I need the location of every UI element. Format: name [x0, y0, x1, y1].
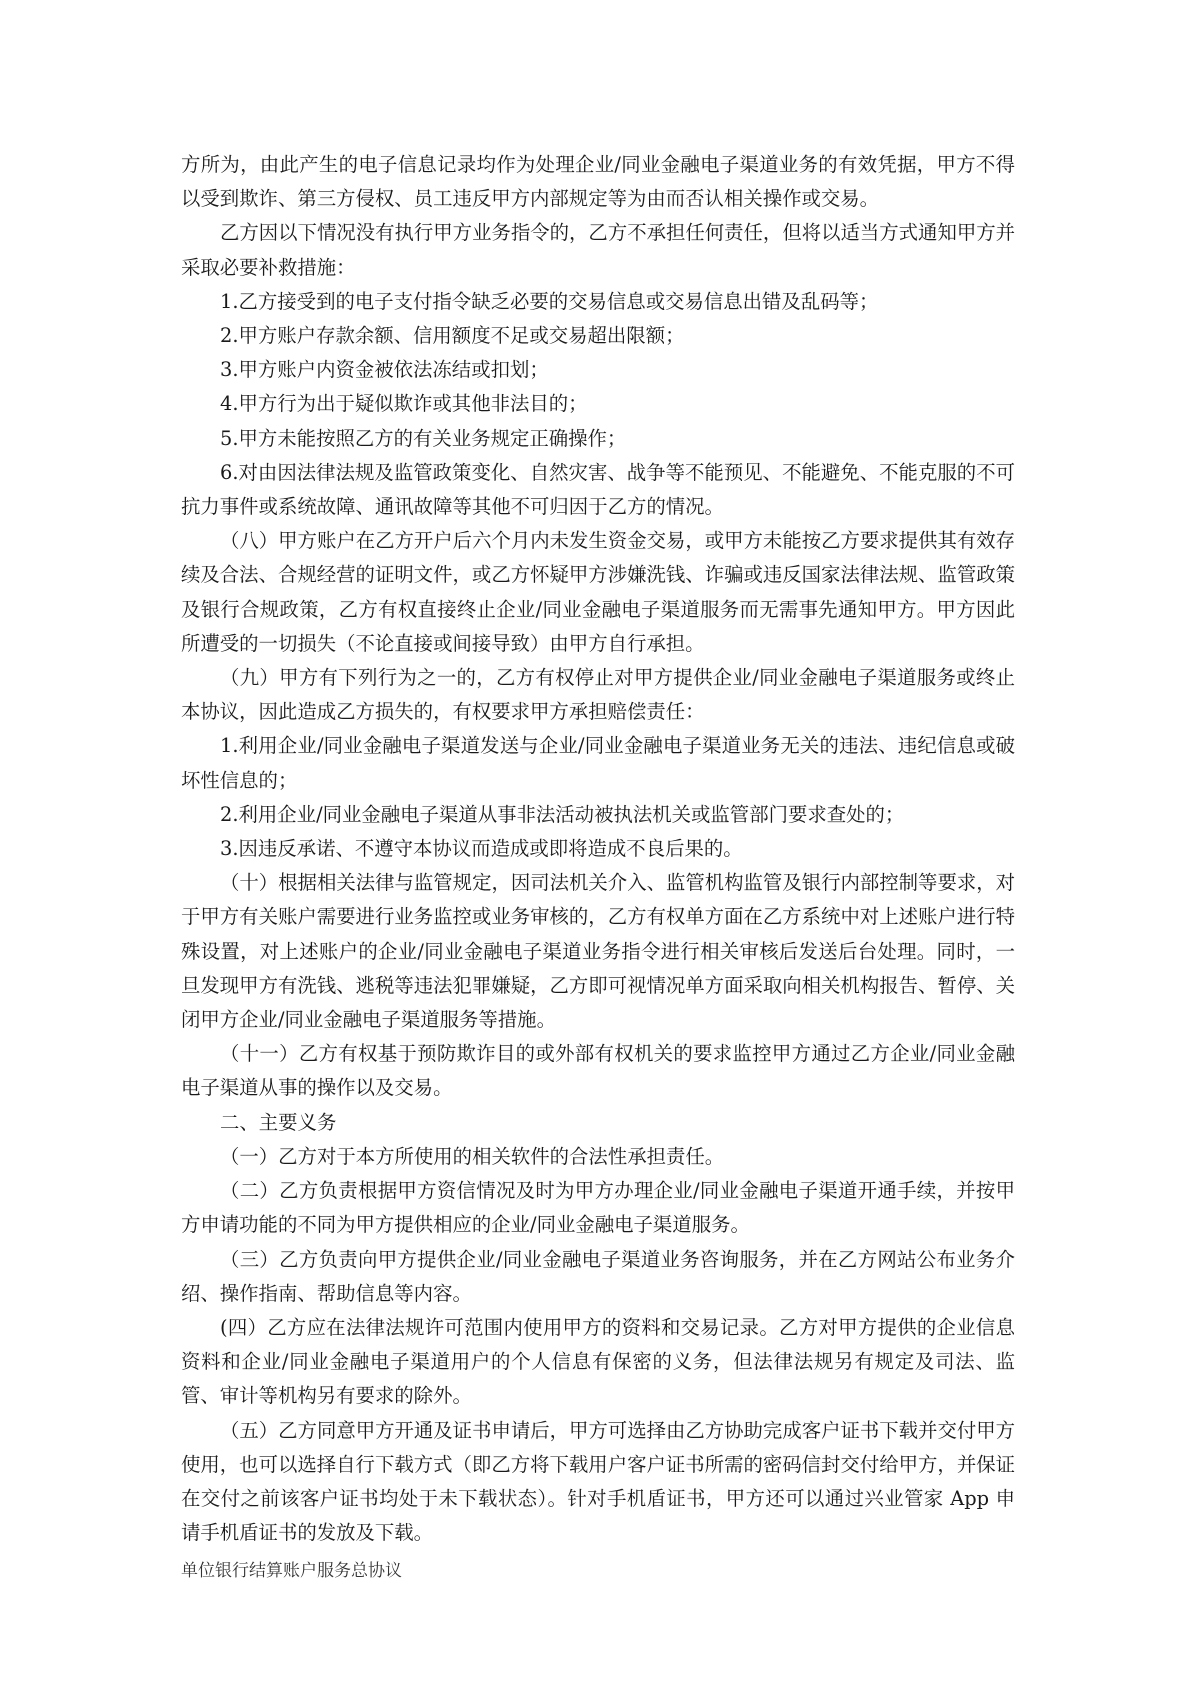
- list-item: 3.因违反承诺、不遵守本协议而造成或即将造成不良后果的。: [220, 837, 743, 861]
- clause-paragraph: （十）根据相关法律与监管规定，因司法机关介入、监管机构监管及银行内部控制等要求，对于甲方有关账户需要进行业务监控或业务审核的，乙方有权单方面在乙方系统中对上述账户进行特殊设置，对上述账户的企业/同业金融电子渠道业务指令进行相关审核后发送后台处理。同时，一旦发现甲方有洗钱、逃税等违法犯罪嫌疑，乙方即可视情况单方面采取向相关机构报告、暂停、关闭甲方企业/同业金融电子渠道服务等措施。: [181, 871, 1016, 1032]
- list-item: 1.乙方接受到的电子支付指令缺乏必要的交易信息或交易信息出错及乱码等；: [220, 289, 879, 313]
- clause-paragraph: （十一）乙方有权基于预防欺诈目的或外部有权机关的要求监控甲方通过乙方企业/同业金融电子渠道从事的操作以及交易。: [181, 1042, 1015, 1100]
- footer-title: 单位银行结算账户服务总协议: [181, 1561, 402, 1581]
- section-heading: 二、主要义务: [220, 1110, 337, 1134]
- clause-paragraph: （九）甲方有下列行为之一的，乙方有权停止对甲方提供企业/同业金融电子渠道服务或终止本协议，因此造成乙方损失的，有权要求甲方承担赔偿责任：: [181, 666, 1015, 724]
- list-item: 5.甲方未能按照乙方的有关业务规定正确操作；: [220, 426, 627, 450]
- clause-paragraph: （二）乙方负责根据甲方资信情况及时为甲方办理企业/同业金融电子渠道开通手续，并按甲方申请功能的不同为甲方提供相应的企业/同业金融电子渠道服务。: [181, 1179, 1015, 1237]
- paragraph: 方所为，由此产生的电子信息记录均作为处理企业/同业金融电子渠道业务的有效凭据，甲方不得以受到欺诈、第三方侵权、员工违反甲方内部规定等为由而否认相关操作或交易。: [181, 153, 1015, 211]
- clause-paragraph: （八）甲方账户在乙方开户后六个月内未发生资金交易，或甲方未能按乙方要求提供其有效存续及合法、合规经营的证明文件，或乙方怀疑甲方涉嫌洗钱、诈骗或违反国家法律法规、监管政策及银行合规政策，乙方有权直接终止企业/同业金融电子渠道服务而无需事先通知甲方。甲方因此所遭受的一切损失（不论直接或间接导致）由甲方自行承担。: [181, 529, 1016, 655]
- document-body: [181, 148, 1015, 1550]
- list-item: 2.利用企业/同业金融电子渠道从事非法活动被执法机关或监管部门要求查处的；: [220, 802, 905, 826]
- list-item: 4.甲方行为出于疑似欺诈或其他非法目的；: [220, 392, 588, 416]
- list-item: 3.甲方账户内资金被依法冻结或扣划；: [220, 358, 549, 382]
- clause-paragraph: （三）乙方负责向甲方提供企业/同业金融电子渠道业务咨询服务，并在乙方网站公布业务介绍、操作指南、帮助信息等内容。: [181, 1247, 1015, 1305]
- clause-paragraph: （一）乙方对于本方所使用的相关软件的合法性承担责任。: [220, 1144, 725, 1168]
- clause-paragraph: （五）乙方同意甲方开通及证书申请后，甲方可选择由乙方协助完成客户证书下载并交付甲方使用，也可以选择自行下载方式（即乙方将下载用户客户证书所需的密码信封交付给甲方，并保证在交付之前该客户证书均处于未下载状态）。针对手机盾证书，甲方还可以通过兴业管家 App 申请手机盾证书的发放及下载。: [181, 1418, 1016, 1545]
- list-item: 2.甲方账户存款余额、信用额度不足或交易超出限额；: [220, 324, 685, 348]
- clause-paragraph: (四）乙方应在法律法规许可范围内使用甲方的资料和交易记录。乙方对甲方提供的企业信息资料和企业/同业金融电子渠道用户的个人信息有保密的义务，但法律法规另有规定及司法、监管、审计等机构另有要求的除外。: [181, 1315, 1015, 1408]
- page-footer: [181, 1559, 402, 1583]
- list-item: 6.对由因法律法规及监管政策变化、自然灾害、战争等不能预见、不能避免、不能克服的不可抗力事件或系统故障、通讯故障等其他不可归因于乙方的情况。: [181, 460, 1015, 519]
- list-item: 1.利用企业/同业金融电子渠道发送与企业/同业金融电子渠道业务无关的违法、违纪信息或破坏性信息的；: [181, 734, 1015, 792]
- paragraph: 乙方因以下情况没有执行甲方业务指令的，乙方不承担任何责任，但将以适当方式通知甲方并采取必要补救措施：: [181, 221, 1016, 279]
